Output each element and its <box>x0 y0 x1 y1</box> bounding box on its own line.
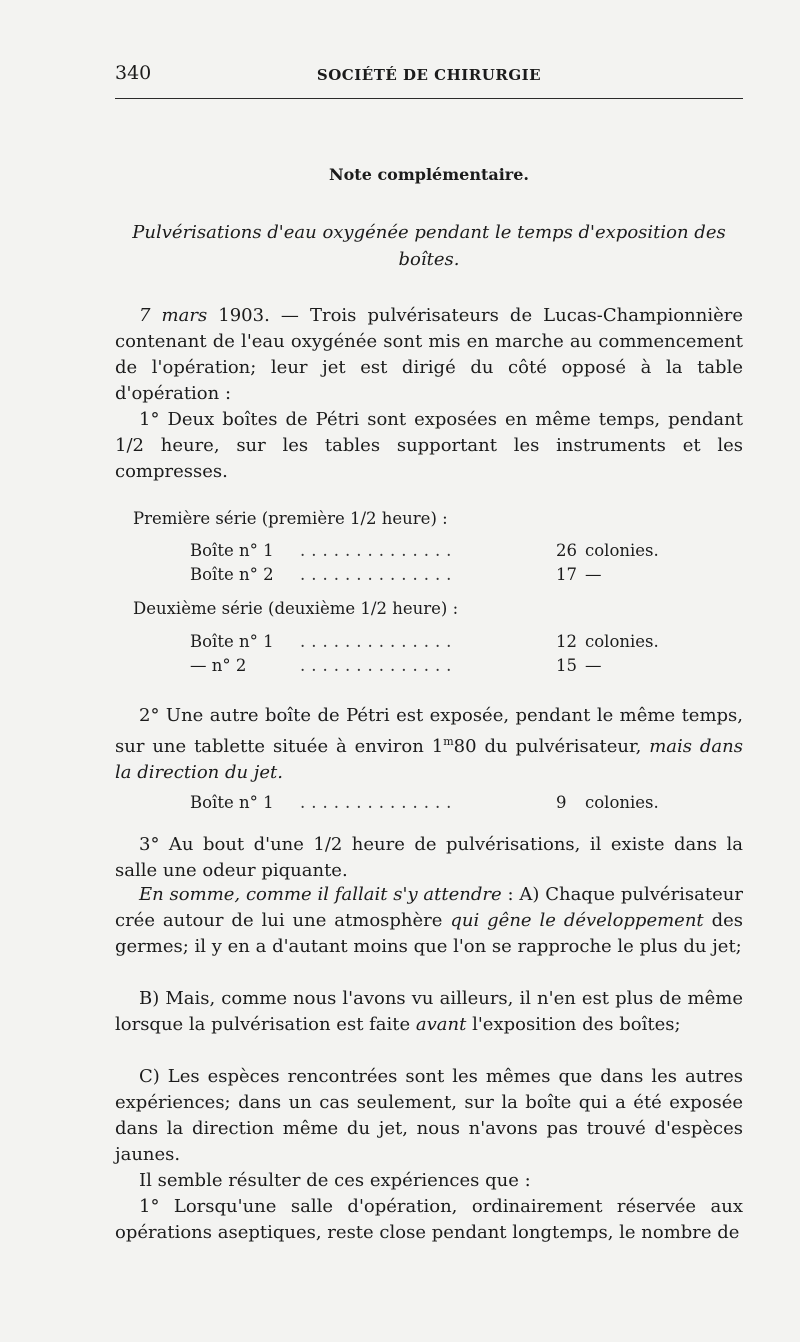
row-label: Boîte n° 1 <box>190 632 274 651</box>
series-2-row-1 <box>190 632 670 654</box>
row-unit: colonies. <box>585 541 659 560</box>
series-2-row-2 <box>190 656 670 678</box>
series-1-row-1 <box>190 541 670 563</box>
paragraph-b-italic: avant <box>415 1014 467 1035</box>
row-value: 9 <box>556 793 567 812</box>
page-header <box>115 58 743 99</box>
series-2-label: Deuxième série (deuxième 1/2 heure) : <box>133 599 459 618</box>
running-head: SOCIÉTÉ DE CHIRURGIE <box>316 66 542 84</box>
intro-text: 1903. — Trois pulvérisateurs de Lucas-Championnière contenant de l'eau oxygénée sont mis en marche au commencement de l'opération; leur jet est dirigé du côté opposé à la table d'opération : <box>115 305 743 404</box>
section-subtitle: Pulvérisations d'eau oxygénée pendant le temps d'exposition des boîtes. <box>132 222 726 270</box>
point-2-after: 80 du pulvérisateur, <box>453 736 650 757</box>
point-2-superscript: m <box>443 735 454 748</box>
row-unit: colonies. <box>585 632 659 651</box>
row-unit: colonies. <box>585 793 659 812</box>
conclusion-part-2: des germes; il y en a d'autant moins que l'on se rapproche le plus du jet; <box>115 910 743 957</box>
paragraph-b-before: B) Mais, comme nous l'avons vu ailleurs, il n'en est plus de même lorsque la pulvérisation est faite <box>115 988 743 1035</box>
result-1-paragraph: 1° Lorsqu'une salle d'opération, ordinairement réservée aux opérations aseptiques, reste close pendant longtemps, le nombre de <box>115 1196 743 1243</box>
point-2-italic: mais dans la direction du jet. <box>115 736 743 783</box>
intro-date: 7 mars <box>139 305 208 326</box>
row-leader-dots: .............. <box>300 793 458 812</box>
row-leader-dots: .............. <box>300 541 458 560</box>
row-value: 12 <box>556 632 577 651</box>
paragraph-b <box>115 986 743 1038</box>
point-2-paragraph <box>115 703 743 786</box>
conclusion-paragraph <box>115 882 743 960</box>
note-title: Note complémentaire. <box>329 165 529 184</box>
point-3-paragraph: 3° Au bout d'une 1/2 heure de pulvérisations, il existe dans la salle une odeur piquante. <box>115 834 743 881</box>
page-number: 340 <box>115 62 152 84</box>
row-label: Boîte n° 1 <box>190 541 274 560</box>
conclusion-part-1: : A) Chaque pulvérisateur crée autour de lui une atmosphère <box>115 884 743 931</box>
row-leader-dots: .............. <box>300 656 458 675</box>
point-1-paragraph: 1° Deux boîtes de Pétri sont exposées en même temps, pendant 1/2 heure, sur les tables supportant les instruments et les compresses. <box>115 409 743 482</box>
paragraph-b-after: l'exposition des boîtes; <box>466 1014 681 1035</box>
point-2-row <box>190 793 670 815</box>
series-1-row-2 <box>190 565 670 587</box>
row-value: 17 <box>556 565 577 584</box>
point-2-text: 2° Une autre boîte de Pétri est exposée, pendant le même temps, sur une tablette située à environ 1 <box>115 705 743 757</box>
conclusion-italic-mid: qui gêne le développement <box>450 910 704 931</box>
row-label: Boîte n° 2 <box>190 565 274 584</box>
row-unit: — <box>585 565 602 584</box>
result-intro: Il semble résulter de ces expériences que : <box>139 1170 531 1191</box>
series-1-label: Première série (première 1/2 heure) : <box>133 509 448 528</box>
paragraph-c: C) Les espèces rencontrées sont les mêmes que dans les autres expériences; dans un cas seulement, sur la boîte qui a été exposée dans la direction même du jet, nous n'avons pas trouvé d'espèces jaunes. <box>115 1066 743 1165</box>
row-value: 15 <box>556 656 577 675</box>
row-label: — n° 2 <box>190 656 247 675</box>
conclusion-italic-start: En somme, comme il fallait s'y attendre <box>139 884 502 905</box>
row-leader-dots: .............. <box>300 632 458 651</box>
row-leader-dots: .............. <box>300 565 458 584</box>
row-label: Boîte n° 1 <box>190 793 274 812</box>
row-unit: — <box>585 656 602 675</box>
row-value: 26 <box>556 541 577 560</box>
intro-paragraph <box>115 303 743 407</box>
